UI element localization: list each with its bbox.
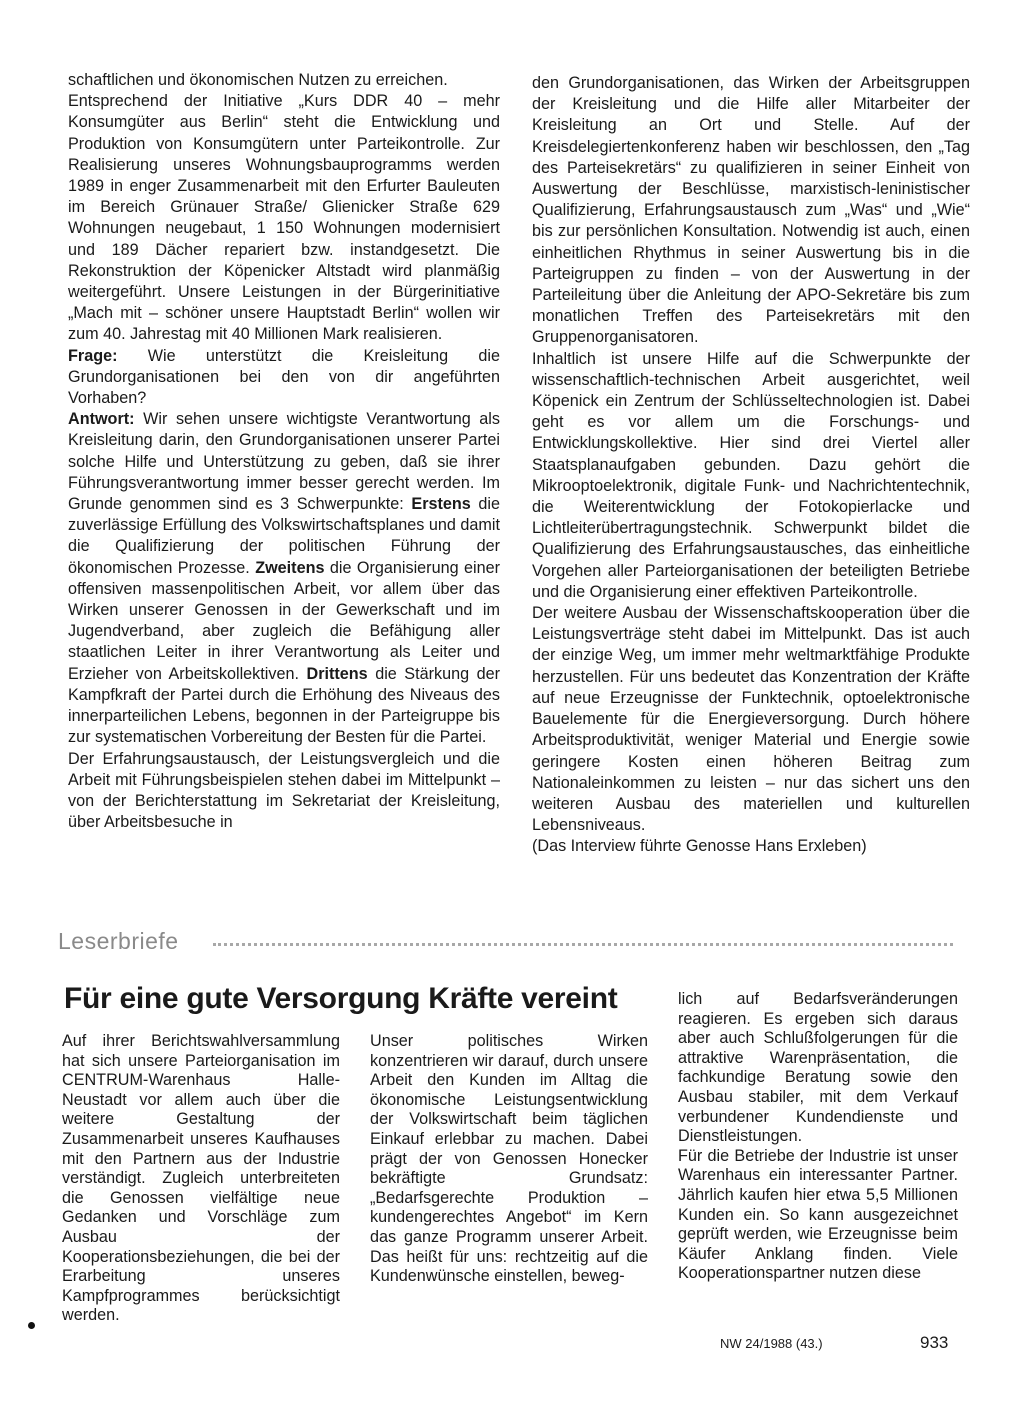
- answer-lead: Antwort:: [68, 410, 135, 429]
- margin-dot: [28, 1322, 35, 1329]
- answer-text-third: die Stärkung der Kampfkraft der Partei durch die Erhöhung des Niveaus des innerparteilichen Lebens, begonnen in der Parteigruppe bis zur systematischen Vorbereitung der Besten für die Partei.: [68, 664, 501, 747]
- paragraph: Der weitere Ausbau der Wissenschaftskooperation über die Leistungsverträge steht dabei im Mittelpunkt. Das ist auch der einzige Weg, um immer mehr weltmarktfähige Produkte herzustellen. Für uns bedeutet das Konzentration der Kräfte auf neue Erzeugnisse der Funktechnik, optoelektronische Bauelemente für die Energieversorgung. Durch höhere Arbeitsproduktivität, weniger Material und Energie sowie geringere Kosten einen höheren Beitrag zum Nationaleinkommen zu leisten – nur das sichert uns den weiteren Ausbau des materiellen und kulturellen Lebensniveaus.: [532, 604, 970, 835]
- letter-column-3: [678, 990, 958, 1284]
- paragraph: den Grundorganisationen, das Wirken der Arbeitsgruppen der Kreisleitung und die Hilfe aller Mitarbeiter der Kreisleitung an Ort und Stelle. Auf der Kreisdelegiertenkonferenz haben wir beschlossen, den „Tag des Parteisekretärs“ zu qualifizieren in seiner Einheit von Auswertung der Beschlüsse, marxistisch-leninistischer Qualifizierung, Erfahrungsaustausch zum „Was“ und „Wie“ bis zur persönlichen Konsultation. Notwendig ist auch, einen einheitlichen Rhythmus in seiner Auswertung bis in die Parteigruppen zu finden – von der Auswertung in der Parteileitung über die Anleitung der APO-Sekretäre bis zum monatlichen Treffen des Parteisekretärs mit den Gruppenorganisatoren.: [532, 74, 970, 347]
- paragraph: Unser politisches Wirken konzentrieren wir darauf, durch unsere Arbeit den Kunden im Alltag die ökonomische Leistungsentwicklung der Volkswirtschaft beim täglichen Einkauf erlebbar zu machen. Dabei prägt der von Genossen Honecker bekräftigte Grundsatz: „Bedarfsgerechte Produktion – kundengerechtes Angebot“ im Kern das ganze Programm unserer Arbeit. Das heißt für uns: rechtzeitig auf die Kundenwünsche einstellen, beweg-: [370, 1032, 648, 1286]
- section-rule: [213, 943, 953, 946]
- letter-column-2: [370, 1032, 648, 1287]
- answer-text-first: die zuverlässige Erfüllung des Volkswirtschaftsplanes und damit die Qualifizierung der politischen Führung der ökonomischen Prozesse.: [68, 495, 500, 577]
- answer-text-second: die Organisierung einer offensiven massenpolitischen Arbeit, vor allem über das Wirken unserer Genossen in der Gewerkschaft und im Jugendverband, aber zugleich die Befähigung aller staatlichen Leiter in ihrer Verantwortung als Leiter und Erzieher von Arbeitskollektiven.: [68, 558, 500, 683]
- section-header: [58, 928, 958, 958]
- answer-lead-first: Erstens: [411, 495, 471, 514]
- paragraph: Für die Betriebe der Industrie ist unser Warenhaus ein interessanter Partner. Jährlich kaufen hier etwa 5,5 Millionen Kunden ein. So kann ausgezeichnet geprüft werden, wie Erzeugnisse beim Käufer Anklang finden. Viele Kooperationspartner nutzen diese: [678, 1146, 958, 1283]
- article-left-column: [68, 70, 500, 833]
- question-paragraph: [68, 346, 500, 410]
- paragraph: lich auf Bedarfsveränderungen reagieren. Es ergeben sich daraus aber auch Schlußfolgerungen für die attraktive Warenpräsentation, die fachkundige Beratung sowie den Ausbau stabiler, mit dem Verkauf verbundener Kundendienste und Dienstleistungen.: [678, 990, 958, 1146]
- question-text: Wie unterstützt die Kreisleitung die Grundorganisationen bei den von dir angeführten Vorhaben?: [68, 346, 500, 408]
- answer-paragraph: [68, 409, 500, 748]
- interview-credit: (Das Interview führte Genosse Hans Erxleben): [532, 837, 867, 856]
- article-right-column: [532, 73, 970, 858]
- paragraph: schaftlichen und ökonomischen Nutzen zu erreichen.: [68, 71, 448, 89]
- paragraph: Der Erfahrungsaustausch, der Leistungsvergleich und die Arbeit mit Führungsbeispielen stehen dabei im Mittelpunkt – von der Berichterstattung im Sekretariat der Kreisleitung, über Arbeitsbesuche in: [68, 749, 500, 832]
- paragraph: Auf ihrer Berichtswahlversammlung hat sich unsere Parteiorganisation im CENTRUM-Warenhaus Halle-Neustadt vor allem auch über die weitere Gestaltung der Zusammenarbeit unseres Kaufhauses mit den Partnern aus der Industrie verständigt. Zugleich unterbreiteten die Genossen vielfältige neue Gedanken und Vorschläge zum Ausbau der Kooperationsbeziehungen, die bei der Erarbeitung unseres Kampfprogrammes berücksichtigt werden.: [62, 1032, 340, 1325]
- letter-headline: Für eine gute Versorgung Kräfte vereint: [64, 982, 618, 1015]
- letter-column-1: [62, 1032, 340, 1326]
- answer-text: Wir sehen unsere wichtigste Verantwortung als Kreisleitung darin, den Grundorganisationen unserer Partei solche Hilfe und Unterstützung zu geben, daß sie ihrer Führungsverantwortung immer besser gerecht werden. Im Grunde genommen sind es 3 Schwerpunkte:: [68, 410, 500, 514]
- question-lead: Frage:: [68, 346, 118, 365]
- section-label: Leserbriefe: [58, 928, 179, 954]
- answer-lead-third: Drittens: [306, 664, 368, 683]
- paragraph: Entsprechend der Initiative „Kurs DDR 40 – mehr Konsumgüter aus Berlin“ steht die Entwicklung und Produktion von Konsumgütern unter Parteikontrolle. Zur Realisierung unseres Wohnungsbauprogramms werden 1989 in enger Zusammenarbeit mit den Erfurter Bauleuten im Bereich Grünauer Straße/ Glienicker Straße 629 Wohnungen neugebaut, 1 150 Wohnungen modernisiert und 189 Dächer repariert bzw. instandgesetzt. Die Rekonstruktion der Köpenicker Altstadt wird planmäßig weitergeführt. Unsere Leistungen in der Bürgerinitiative „Mach mit – schöner unsere Hauptstadt Berlin“ wollen wir zum 40. Jahrestag mit 40 Millionen Mark realisieren.: [68, 92, 500, 344]
- issue-reference: NW 24/1988 (43.): [720, 1336, 823, 1351]
- answer-lead-second: Zweitens: [255, 558, 325, 577]
- page-number: 933: [920, 1333, 949, 1352]
- paragraph: Inhaltlich ist unsere Hilfe auf die Schwerpunkte der wissenschaftlich-technischen Arbeit ausgerichtet, weil Köpenick ein Zentrum der Schlüsseltechnologien ist. Dabei geht es vor allem um die Forschungs- und Entwicklungskollektive. Hier sind drei Viertel aller Staatsplanaufgaben gebunden. Dazu gehört die Mikrooptoelektronik, digitale Funk- und Nachrichtentechnik, die Weiterentwicklung der Fotokopierlacke und Lichtleiterübertragungstechnik. Schwerpunkt bildet die Qualifizierung des Erfahrungsaustausches, das einheitliche Vorgehen aller Parteiorganisationen der beteiligten Betriebe und die Organisierung einer effektiven Parteikontrolle.: [532, 349, 970, 601]
